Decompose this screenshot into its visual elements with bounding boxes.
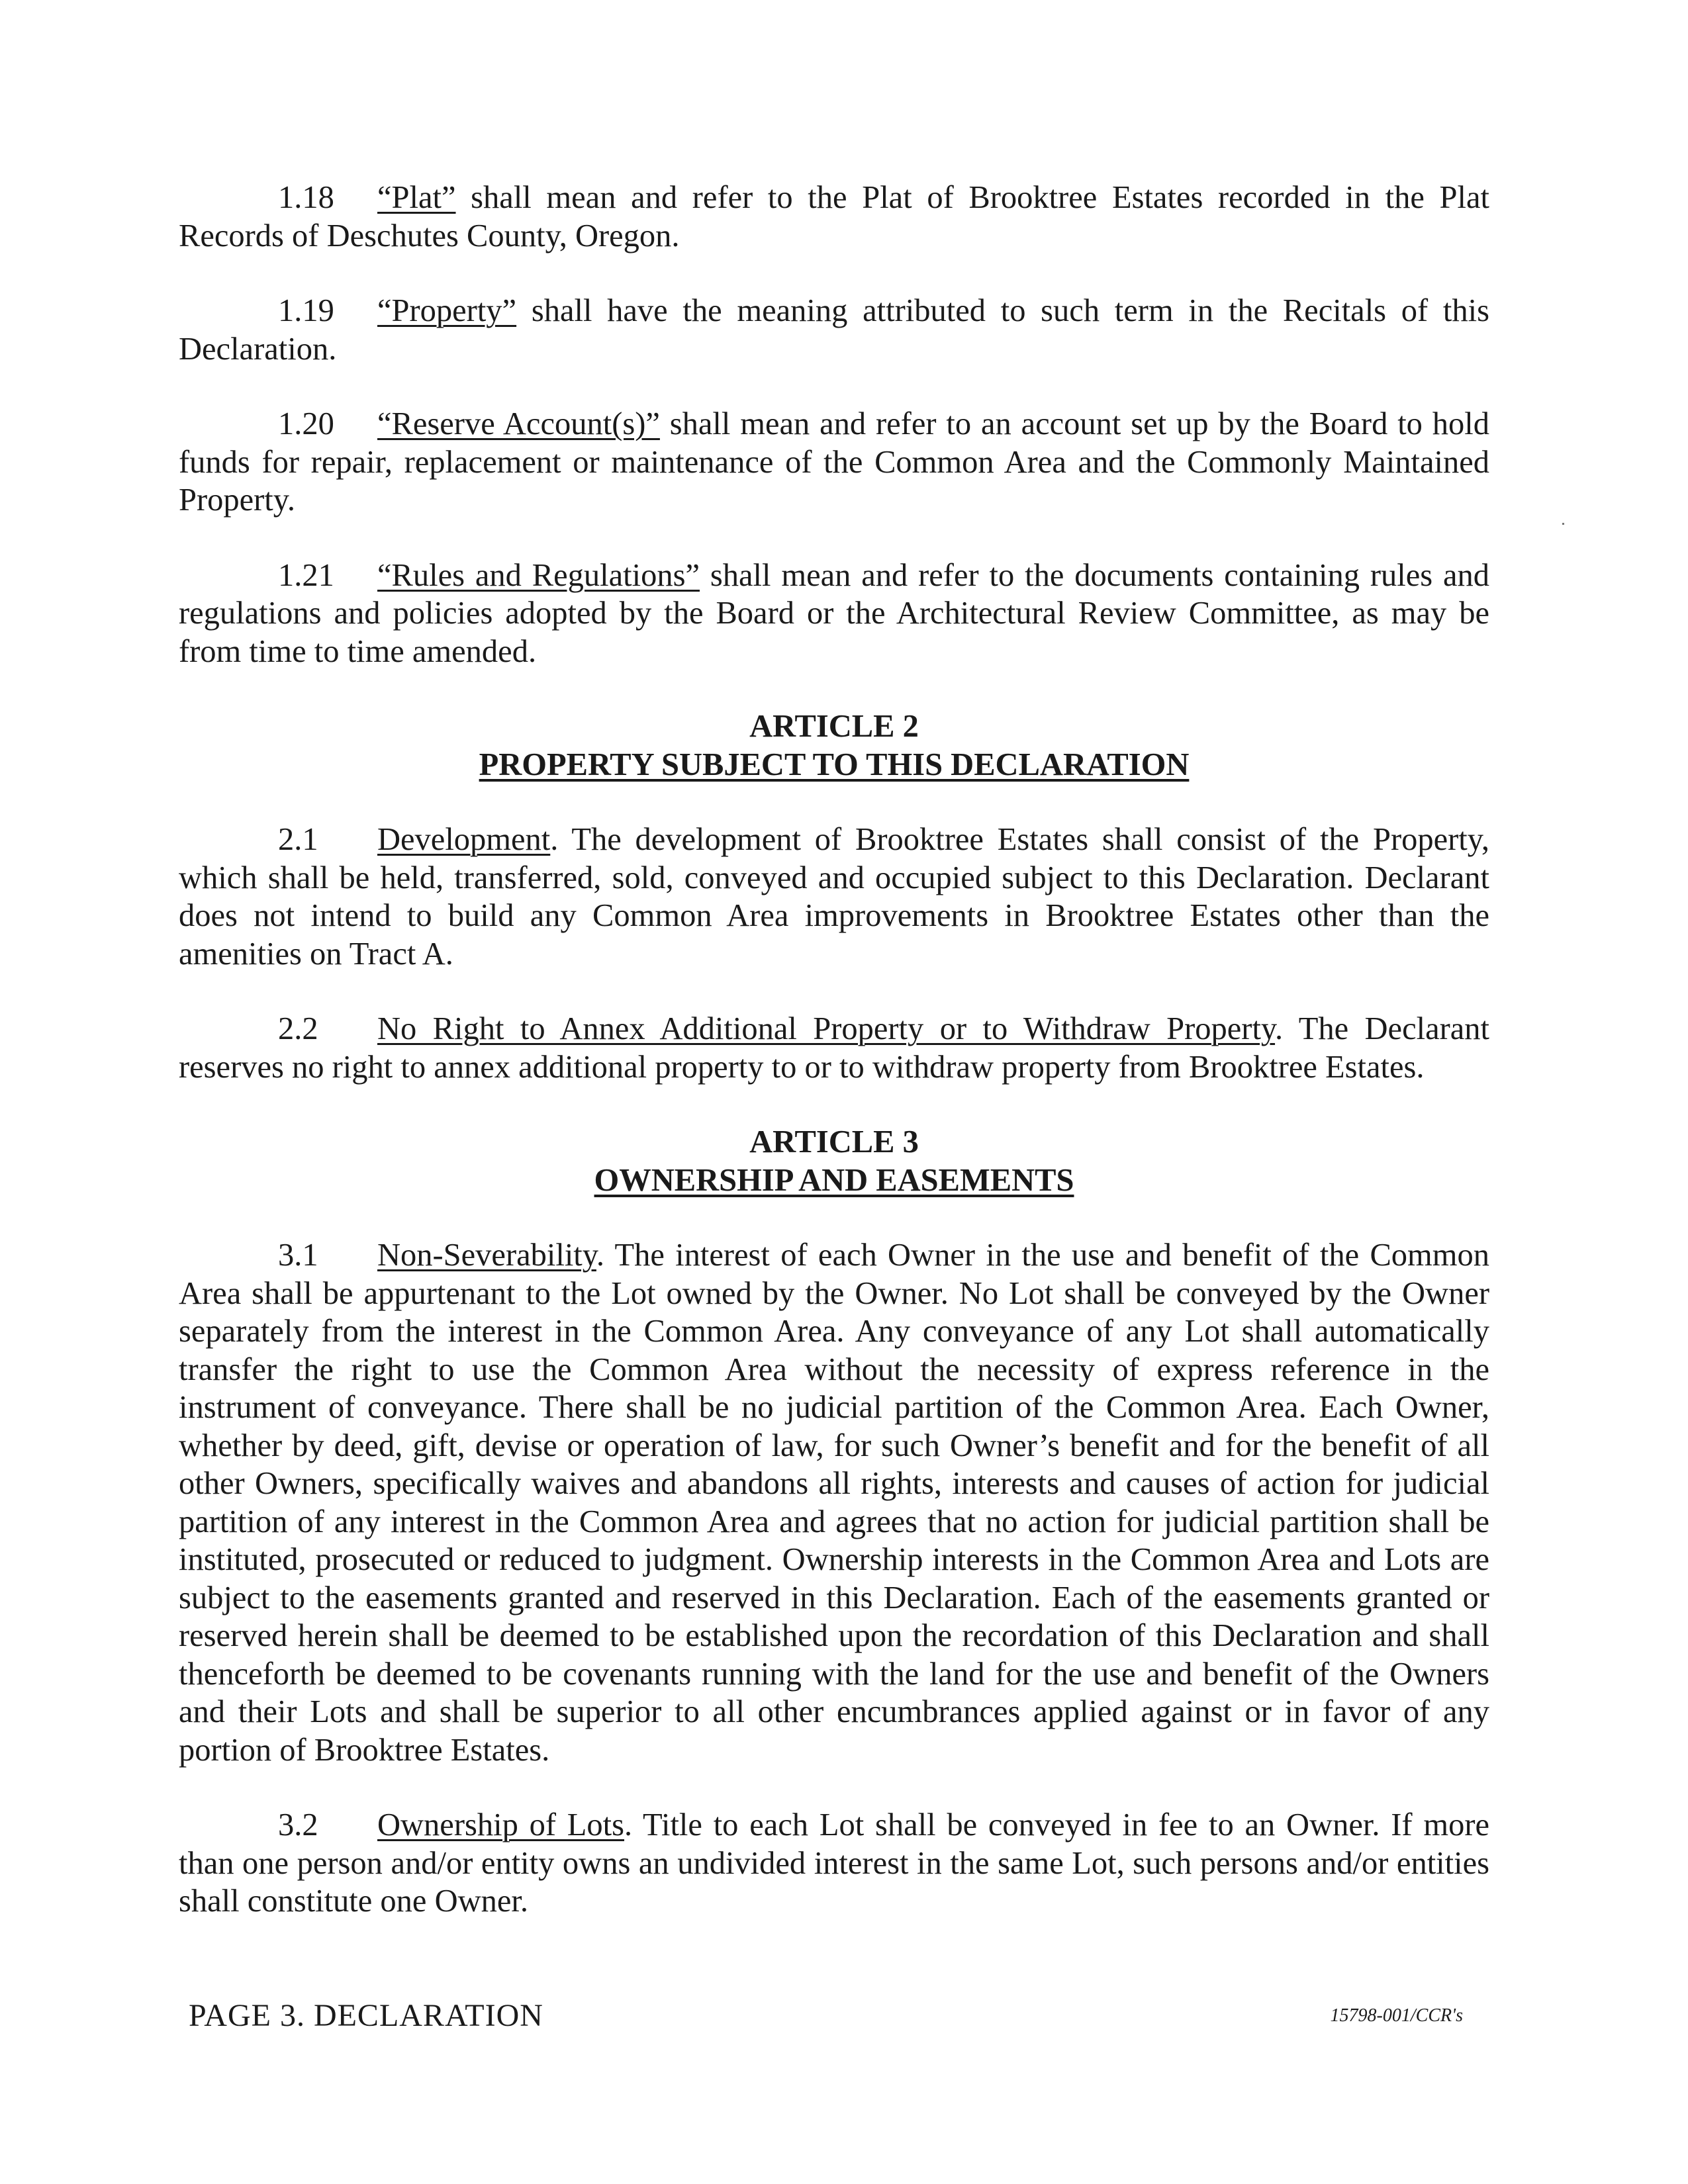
definition-1-21 [179, 557, 1489, 671]
section-heading: Ownership of Lots [377, 1807, 625, 1843]
section-3-1 [179, 1236, 1489, 1769]
section-heading: No Right to Annex Additional Property or to Withdraw Property [377, 1011, 1276, 1046]
section-heading: Non-Severability [377, 1238, 596, 1273]
page-footer-label: PAGE 3. DECLARATION [189, 1998, 543, 2033]
article-title: PROPERTY SUBJECT TO THIS DECLARATION [479, 747, 1190, 782]
section-text: . The development of Brooktree Estates shall consist of the Property, which shall be held, transferred, sold, conveyed and occupied subject to this Declaration. Declarant does not intend to build any Common Area improvements in Brooktree Estates other than the amenities on Tract A. [179, 822, 1489, 972]
article-label: ARTICLE 2 [749, 709, 919, 744]
defined-term: “Reserve Account(s)” [377, 406, 660, 441]
section-3-2 [179, 1806, 1489, 1921]
article-3-heading [179, 1123, 1489, 1199]
section-number: 1.19 [278, 293, 334, 328]
section-number: 2.1 [278, 822, 318, 857]
section-number: 3.1 [278, 1238, 318, 1273]
section-number: 1.18 [278, 180, 334, 215]
definition-text: shall have the meaning attributed to such term in the Recitals of this Declaration. [179, 293, 1489, 367]
definition-1-19 [179, 292, 1489, 368]
definition-text: shall mean and refer to an account set up by the Board to hold funds for repair, replacement or maintenance of the Common Area and the Commonly Maintained Property. [179, 406, 1489, 518]
section-2-1 [179, 821, 1489, 973]
article-2-heading [179, 707, 1489, 784]
document-reference: 15798-001/CCR's [1330, 2005, 1463, 2026]
definition-text: shall mean and refer to the documents containing rules and regulations and policies adopted by the Board or the Architectural Review Committee, as may be from time to time amended. [179, 557, 1489, 669]
section-number: 1.21 [278, 557, 334, 593]
document-body [179, 179, 1489, 1958]
definition-1-18 [179, 179, 1489, 255]
section-number: 3.2 [278, 1807, 318, 1843]
section-text: . Title to each Lot shall be conveyed in fee to an Owner. If more than one person and/or entity owns an undivided interest in the same Lot, such persons and/or entities shall constitute one Owner. [179, 1807, 1489, 1919]
scan-speck [1562, 523, 1564, 525]
section-2-2 [179, 1010, 1489, 1086]
section-number: 1.20 [278, 406, 334, 441]
section-number: 2.2 [278, 1011, 318, 1046]
article-title: OWNERSHIP AND EASEMENTS [594, 1162, 1074, 1198]
defined-term: “Rules and Regulations” [377, 557, 700, 593]
article-label: ARTICLE 3 [749, 1124, 919, 1160]
defined-term: “Property” [377, 293, 517, 328]
section-text: . The Declarant reserves no right to annex additional property to or to withdraw property from Brooktree Estates. [179, 1011, 1490, 1085]
section-text: . The interest of each Owner in the use and benefit of the Common Area shall be appurtenant to the Lot owned by the Owner. No Lot shall be conveyed by the Owner separately from the interest in the Common Area. Any conveyance of any Lot shall automatically transfer the right to use the Common Area without the necessity of express reference in the instrument of conveyance. There shall be no judicial partition of the Common Area. Each Owner, whether by deed, gift, devise or operation of law, for such Owner’s benefit and for the benefit of all other Owners, specifically waives and abandons all rights, interests and causes of action for judicial partition of any interest in the Common Area and agrees that no action for judicial partition shall be instituted, prosecuted or reduced to judgment. Ownership interests in the Common Area and Lots are subject to the easements granted and reserved in this Declaration. Each of the easements granted or reserved herein shall be deemed to be established upon the recordation of this Declaration and shall thenceforth be deemed to be covenants running with the land for the use and benefit of the Owners and their Lots and shall be superior to all other encumbrances applied against or in favor of any portion of Brooktree Estates. [179, 1238, 1489, 1768]
defined-term: “Plat” [377, 180, 456, 215]
definition-text: shall mean and refer to the Plat of Brooktree Estates recorded in the Plat Records of Deschutes County, Oregon. [179, 180, 1489, 253]
section-heading: Development [377, 822, 551, 857]
definition-1-20 [179, 405, 1489, 520]
